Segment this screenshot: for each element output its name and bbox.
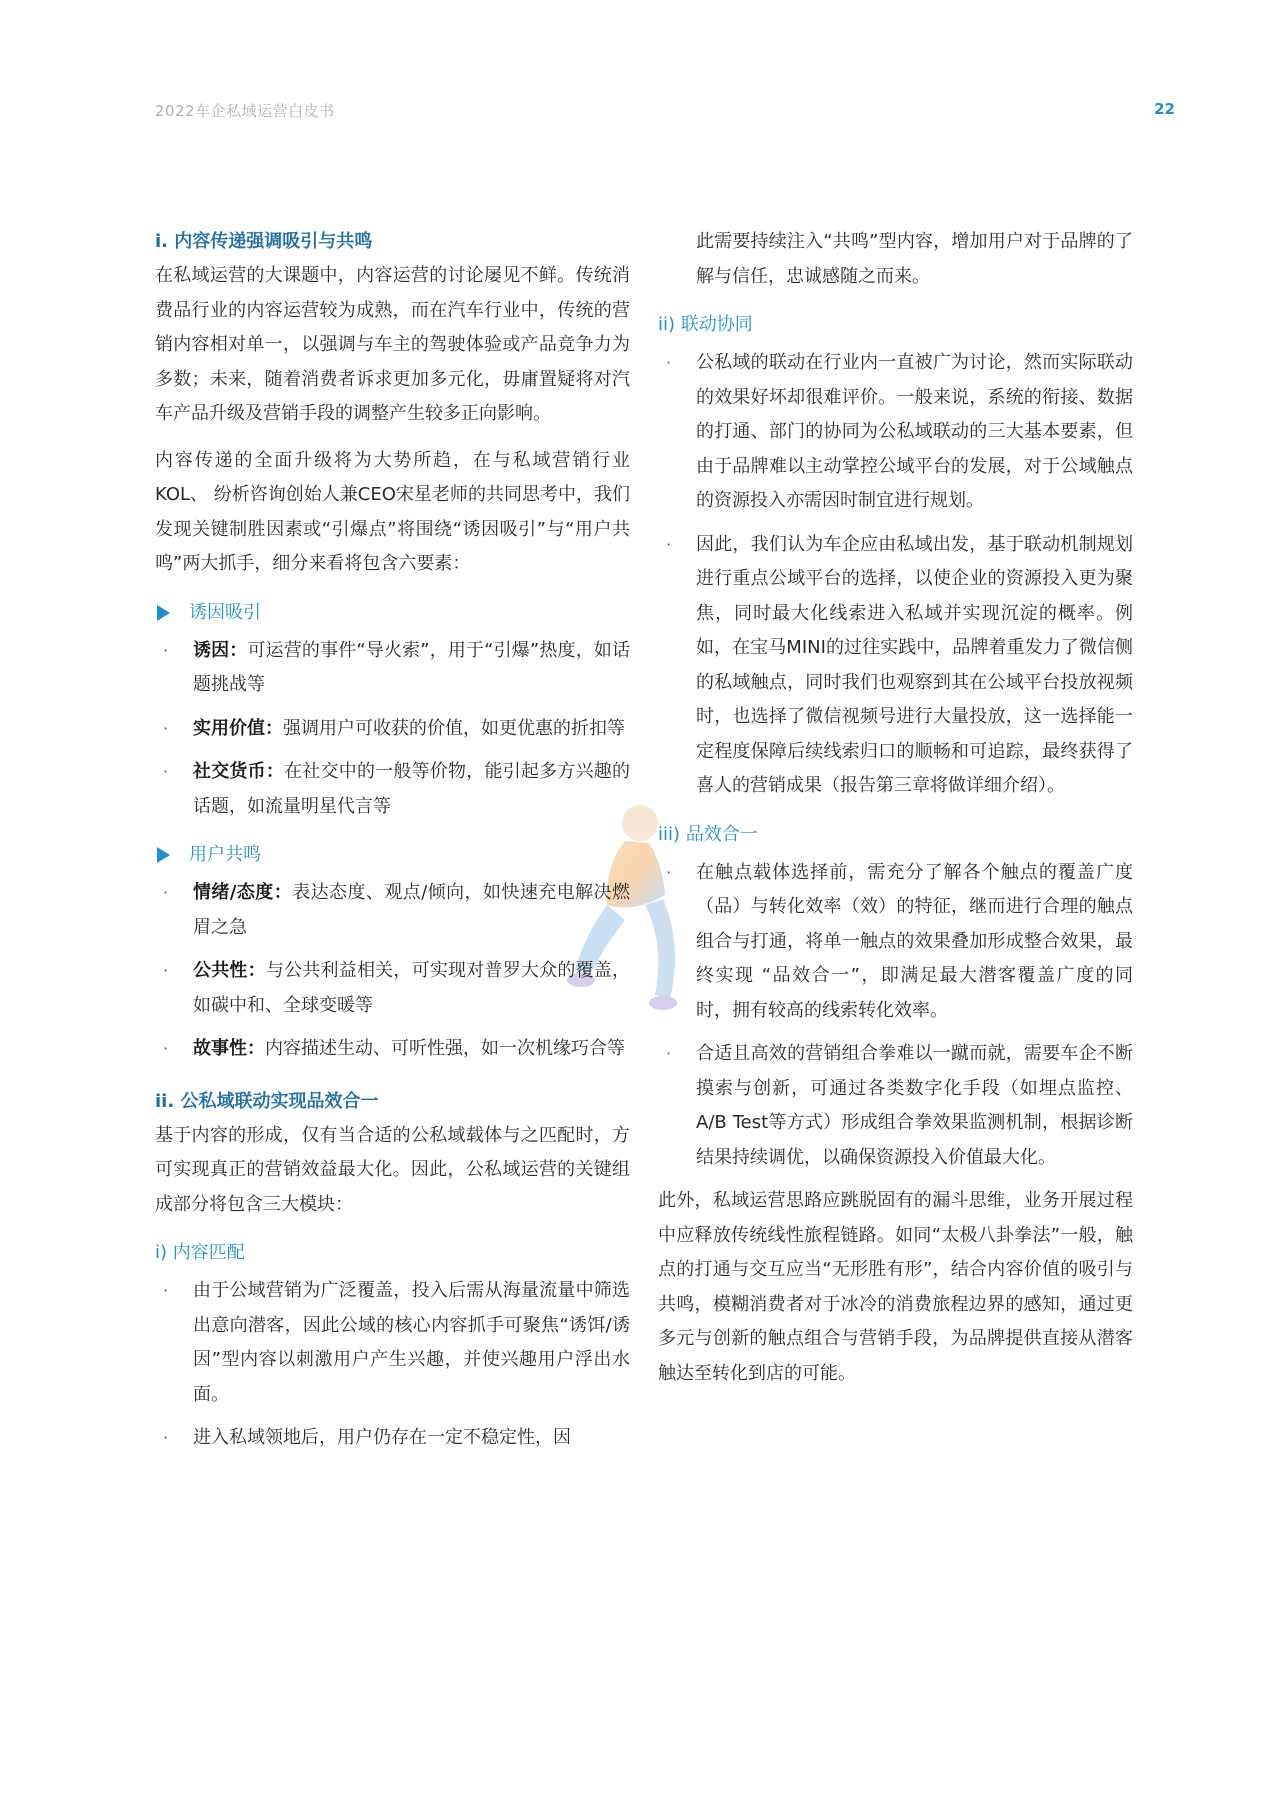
bullet-dot-icon: ·	[163, 1039, 169, 1058]
item-text: 与公共利益相关，可实现对普罗大众的覆盖，如碳中和、全球变暖等	[193, 960, 631, 1016]
bullet-dot-icon: ·	[163, 718, 169, 738]
content-match-list	[155, 1274, 630, 1456]
list-item	[155, 755, 630, 824]
item-text: 可运营的事件“导火索”，用于“引爆”热度，如话题挑战等	[193, 639, 630, 695]
bullet-dot-icon: ·	[163, 961, 169, 980]
bullet-dot-icon: ·	[163, 1428, 169, 1447]
linkage-list	[658, 346, 1133, 804]
triangle-bullet-icon	[157, 847, 170, 863]
subsection-content-match-title: i) 内容匹配	[155, 1242, 245, 1263]
list-item	[155, 1032, 630, 1067]
bullet-dot-icon: ·	[666, 862, 672, 882]
item-text: 在社交中的一般等价物，能引起多方兴趣的话题，如流量明星代言等	[193, 761, 631, 817]
item-text: 公私域的联动在行业内一直被广为讨论，然而实际联动的效果好坏却很难评价。一般来说，系统的衔接、数据的打通、部门的协同为公私域联动的三大基本要素，但由于品牌难以主动掌控公域平台的发展，对于公域触点的资源投入亦需因时制宜进行规划。	[696, 352, 1133, 511]
subsection-linkage-title: ii) 联动协同	[658, 314, 753, 335]
resonance-list	[155, 876, 630, 1067]
item-text: 因此，我们认为车企应由私域出发，基于联动机制规划进行重点公域平台的选择，以使企业的资源投入更为聚焦，同时最大化线索进入私域并实现沉淀的概率。例如，在宝马MINI的过往实践中，品牌着重发力了微信侧的私域触点，同时我们也观察到其在公域平台投放视频时，也选择了微信视频号进行大量投放，这一选择能一定程度保障后续线索归口的顺畅和可追踪，最终获得了喜人的营销成果（报告第三章将做详细介绍）。	[696, 533, 1133, 796]
item-text: 进入私域领地后，用户仍存在一定不稳定性，因	[193, 1427, 571, 1448]
item-text: 强调用户可收获的价值，如更优惠的折扣等	[283, 717, 625, 739]
continued-bullet-text: 此需要持续注入“共鸣”型内容，增加用户对于品牌的了解与信任，忠诚感随之而来。	[696, 231, 1133, 287]
brand-effect-list	[658, 856, 1133, 1176]
item-term: 故事性：	[193, 1038, 265, 1059]
item-text: 表达态度、观点/倾向，如快速充电解决燃眉之急	[193, 882, 630, 938]
item-text: 在触点载体选择前，需充分了解各个触点的覆盖广度（品）与转化效率（效）的特征，继而进行合理的触点组合与打通，将单一触点的效果叠加形成整合效果，最终实现 “品效合一”，即满足最大潜客覆盖广度的同时，拥有较高的线索转化效率。	[696, 861, 1133, 1021]
list-item	[658, 1037, 1133, 1175]
attraction-list	[155, 634, 630, 825]
item-text: 合适且高效的营销组合拳难以一蹴而就，需要车企不断摸索与创新，可通过各类数字化手段（如埋点监控、A/B Test等方式）形成组合拳效果监测机制，根据诊断结果持续调优，以确保资源投入价值最大化。	[696, 1043, 1133, 1168]
paragraph-content-upgrade: 内容传递的全面升级将为大势所趋，在与私域营销行业KOL、 纷析咨询创始人兼CEO宋星老师的共同思考中，我们发现关键制胜因素或“引爆点”将围绕“诱因吸引”与“用户共鸣”两大抓手，细分来看将包含六要素：	[155, 449, 630, 574]
subsection-brand-effect-title: iii) 品效合一	[658, 823, 758, 845]
list-item	[658, 856, 1133, 1029]
group-title-attraction	[155, 596, 630, 630]
list-item	[155, 712, 630, 747]
item-term: 诱因：	[193, 639, 248, 661]
bullet-dot-icon: ·	[163, 1281, 169, 1300]
bullet-dot-icon: ·	[666, 534, 672, 554]
bullet-dot-icon: ·	[666, 353, 672, 372]
paragraph-domain-linkage: 基于内容的形成，仅有当合适的公私域载体与之匹配时，方可实现真正的营销效益最大化。因此，公私域运营的关键组成部分将包含三大模块：	[155, 1124, 630, 1215]
bullet-dot-icon: ·	[163, 883, 169, 902]
group-title-resonance-label: 用户共鸣	[189, 844, 261, 865]
page-number: 22	[1154, 100, 1175, 118]
group-title-resonance	[155, 838, 630, 872]
bullet-dot-icon: ·	[163, 640, 169, 660]
bullet-dot-icon: ·	[163, 762, 169, 781]
list-item	[155, 634, 630, 703]
item-text: 内容描述生动、可听性强，如一次机缘巧合等	[265, 1038, 625, 1059]
list-item	[155, 876, 630, 945]
item-term: 公共性：	[193, 960, 266, 981]
list-item	[155, 1274, 630, 1412]
item-term: 情绪/态度：	[193, 882, 293, 903]
group-title-attraction-label: 诱因吸引	[189, 601, 261, 623]
list-item	[155, 1421, 630, 1456]
right-column	[658, 225, 1133, 1403]
page-header	[155, 100, 1175, 124]
list-item	[155, 954, 630, 1023]
left-column	[155, 225, 630, 1465]
document-title: 2022车企私域运营白皮书	[155, 102, 335, 120]
paragraph-private-domain-content: 在私域运营的大课题中，内容运营的讨论屡见不鲜。传统消费品行业的内容运营较为成熟，而在汽车行业中，传统的营销内容相对单一，以强调与车主的驾驶体验或产品竞争力为多数；未来，随着消费者诉求更加多元化，毋庸置疑将对汽车产品升级及营销手段的调整产生较多正向影响。	[155, 265, 630, 424]
section-ii-title: ii. 公私域联动实现品效合一	[155, 1090, 379, 1112]
bullet-dot-icon: ·	[666, 1044, 672, 1063]
item-term: 社交货币：	[193, 761, 285, 782]
item-text: 由于公域营销为广泛覆盖，投入后需从海量流量中筛选出意向潜客，因此公域的核心内容抓手可聚焦“诱饵/诱因”型内容以刺激用户产生兴趣，并使兴趣用户浮出水面。	[193, 1280, 630, 1405]
section-i-title: i. 内容传递强调吸引与共鸣	[155, 231, 373, 252]
item-term: 实用价值：	[193, 717, 283, 739]
triangle-bullet-icon	[157, 605, 170, 621]
list-item	[658, 346, 1133, 519]
paragraph-closing: 此外，私域运营思路应跳脱固有的漏斗思维，业务开展过程中应释放传统线性旅程链路。如同“太极八卦拳法”一般，触点的打通与交互应当“无形胜有形”，结合内容价值的吸引与共鸣，模糊消费者对于冰冷的消费旅程边界的感知，通过更多元与创新的触点组合与营销手段，为品牌提供直接从潜客触达至转化到店的可能。	[658, 1190, 1133, 1384]
list-item	[658, 528, 1133, 804]
